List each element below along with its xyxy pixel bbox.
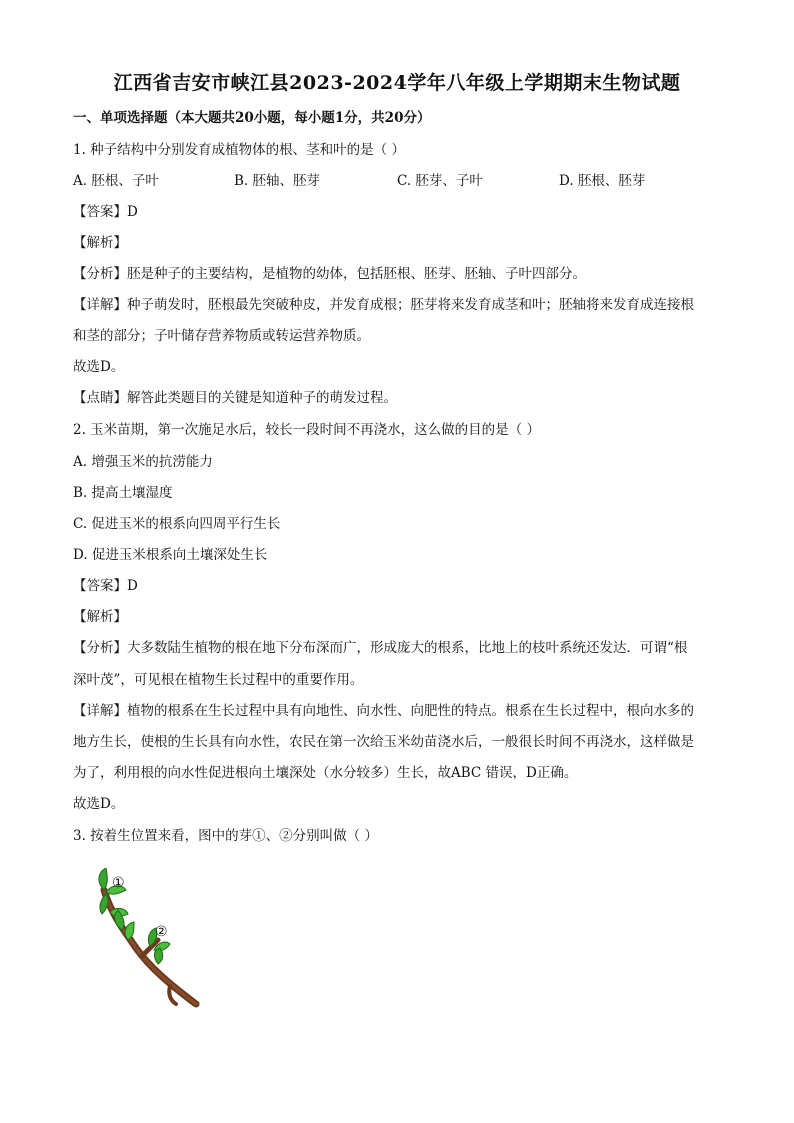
q2-conclusion: 故选D。 [73,796,125,812]
terminal-bud-leaf [99,868,107,890]
q1-analysis: 【分析】胚是种子的主要结构，是植物的幼体，包括胚根、胚芽、胚轴、子叶四部分。 [73,266,586,282]
page-title: 江西省吉安市峡江县2023-2024学年八年级上学期期末生物试题 [113,72,681,94]
bud-label-2: ② [155,924,168,940]
section-heading: 一、单项选择题（本大题共20小题，每小题1分，共20分） [73,110,431,126]
q2-analysis-line-2: 深叶茂”，可见根在植物生长过程中的重要作用。 [73,672,364,688]
q1-detail-line-2: 和茎的部分；子叶储存营养物质或转运营养物质。 [73,328,370,344]
q1-stem: 1. 种子结构中分别发育成植物体的根、茎和叶的是（ ） [73,142,405,158]
q2-detail-line-2: 地方生长，使根的生长具有向水性，农民在第一次给玉米幼苗浇水后，一般很长时间不再浇水，这样做是 [73,734,694,750]
q2-jiexi: 【解析】 [73,609,127,625]
q2-option-c: C. 促进玉米的根系向四周平行生长 [73,516,281,532]
branch-bud-figure [92,868,212,1013]
q1-option-b: B. 胚轴、胚芽 [234,173,321,189]
q1-tip: 【点睛】解答此类题目的关键是知道种子的萌发过程。 [73,390,397,406]
q3-stem: 3. 按着生位置来看，图中的芽①、②分别叫做（ ） [73,828,378,844]
q1-answer: 【答案】D [73,204,138,220]
q1-option-c: C. 胚芽、子叶 [397,173,483,189]
bud-label-1: ① [112,875,125,891]
q2-stem: 2. 玉米苗期，第一次施足水后，较长一段时间不再浇水，这么做的目的是（ ） [73,422,540,438]
q1-detail-line-1: 【详解】种子萌发时，胚根最先突破种皮，并发育成根；胚芽将来发育成茎和叶；胚轴将来发育成连接根 [73,297,694,313]
q1-option-d: D. 胚根、胚芽 [559,173,646,189]
q2-option-b: B. 提高土壤湿度 [73,485,173,501]
q2-analysis-line-1: 【分析】大多数陆生植物的根在地下分布深而广，形成庞大的根系，比地上的枝叶系统还发达．可谓“根 [73,640,688,656]
q1-jiexi: 【解析】 [73,235,127,251]
q1-conclusion: 故选D。 [73,359,125,375]
q2-option-a: A. 增强玉米的抗涝能力 [73,454,213,470]
q1-option-a: A. 胚根、子叶 [73,173,159,189]
q2-detail-line-3: 为了，利用根的向水性促进根向土壤深处（水分较多）生长，故ABC 错误，D正确。 [73,765,578,781]
q2-answer: 【答案】D [73,578,138,594]
q2-detail-line-1: 【详解】植物的根系在生长过程中具有向地性、向水性、向肥性的特点。根系在生长过程中，根向水多的 [73,703,694,719]
q2-option-d: D. 促进玉米根系向土壤深处生长 [73,547,268,563]
